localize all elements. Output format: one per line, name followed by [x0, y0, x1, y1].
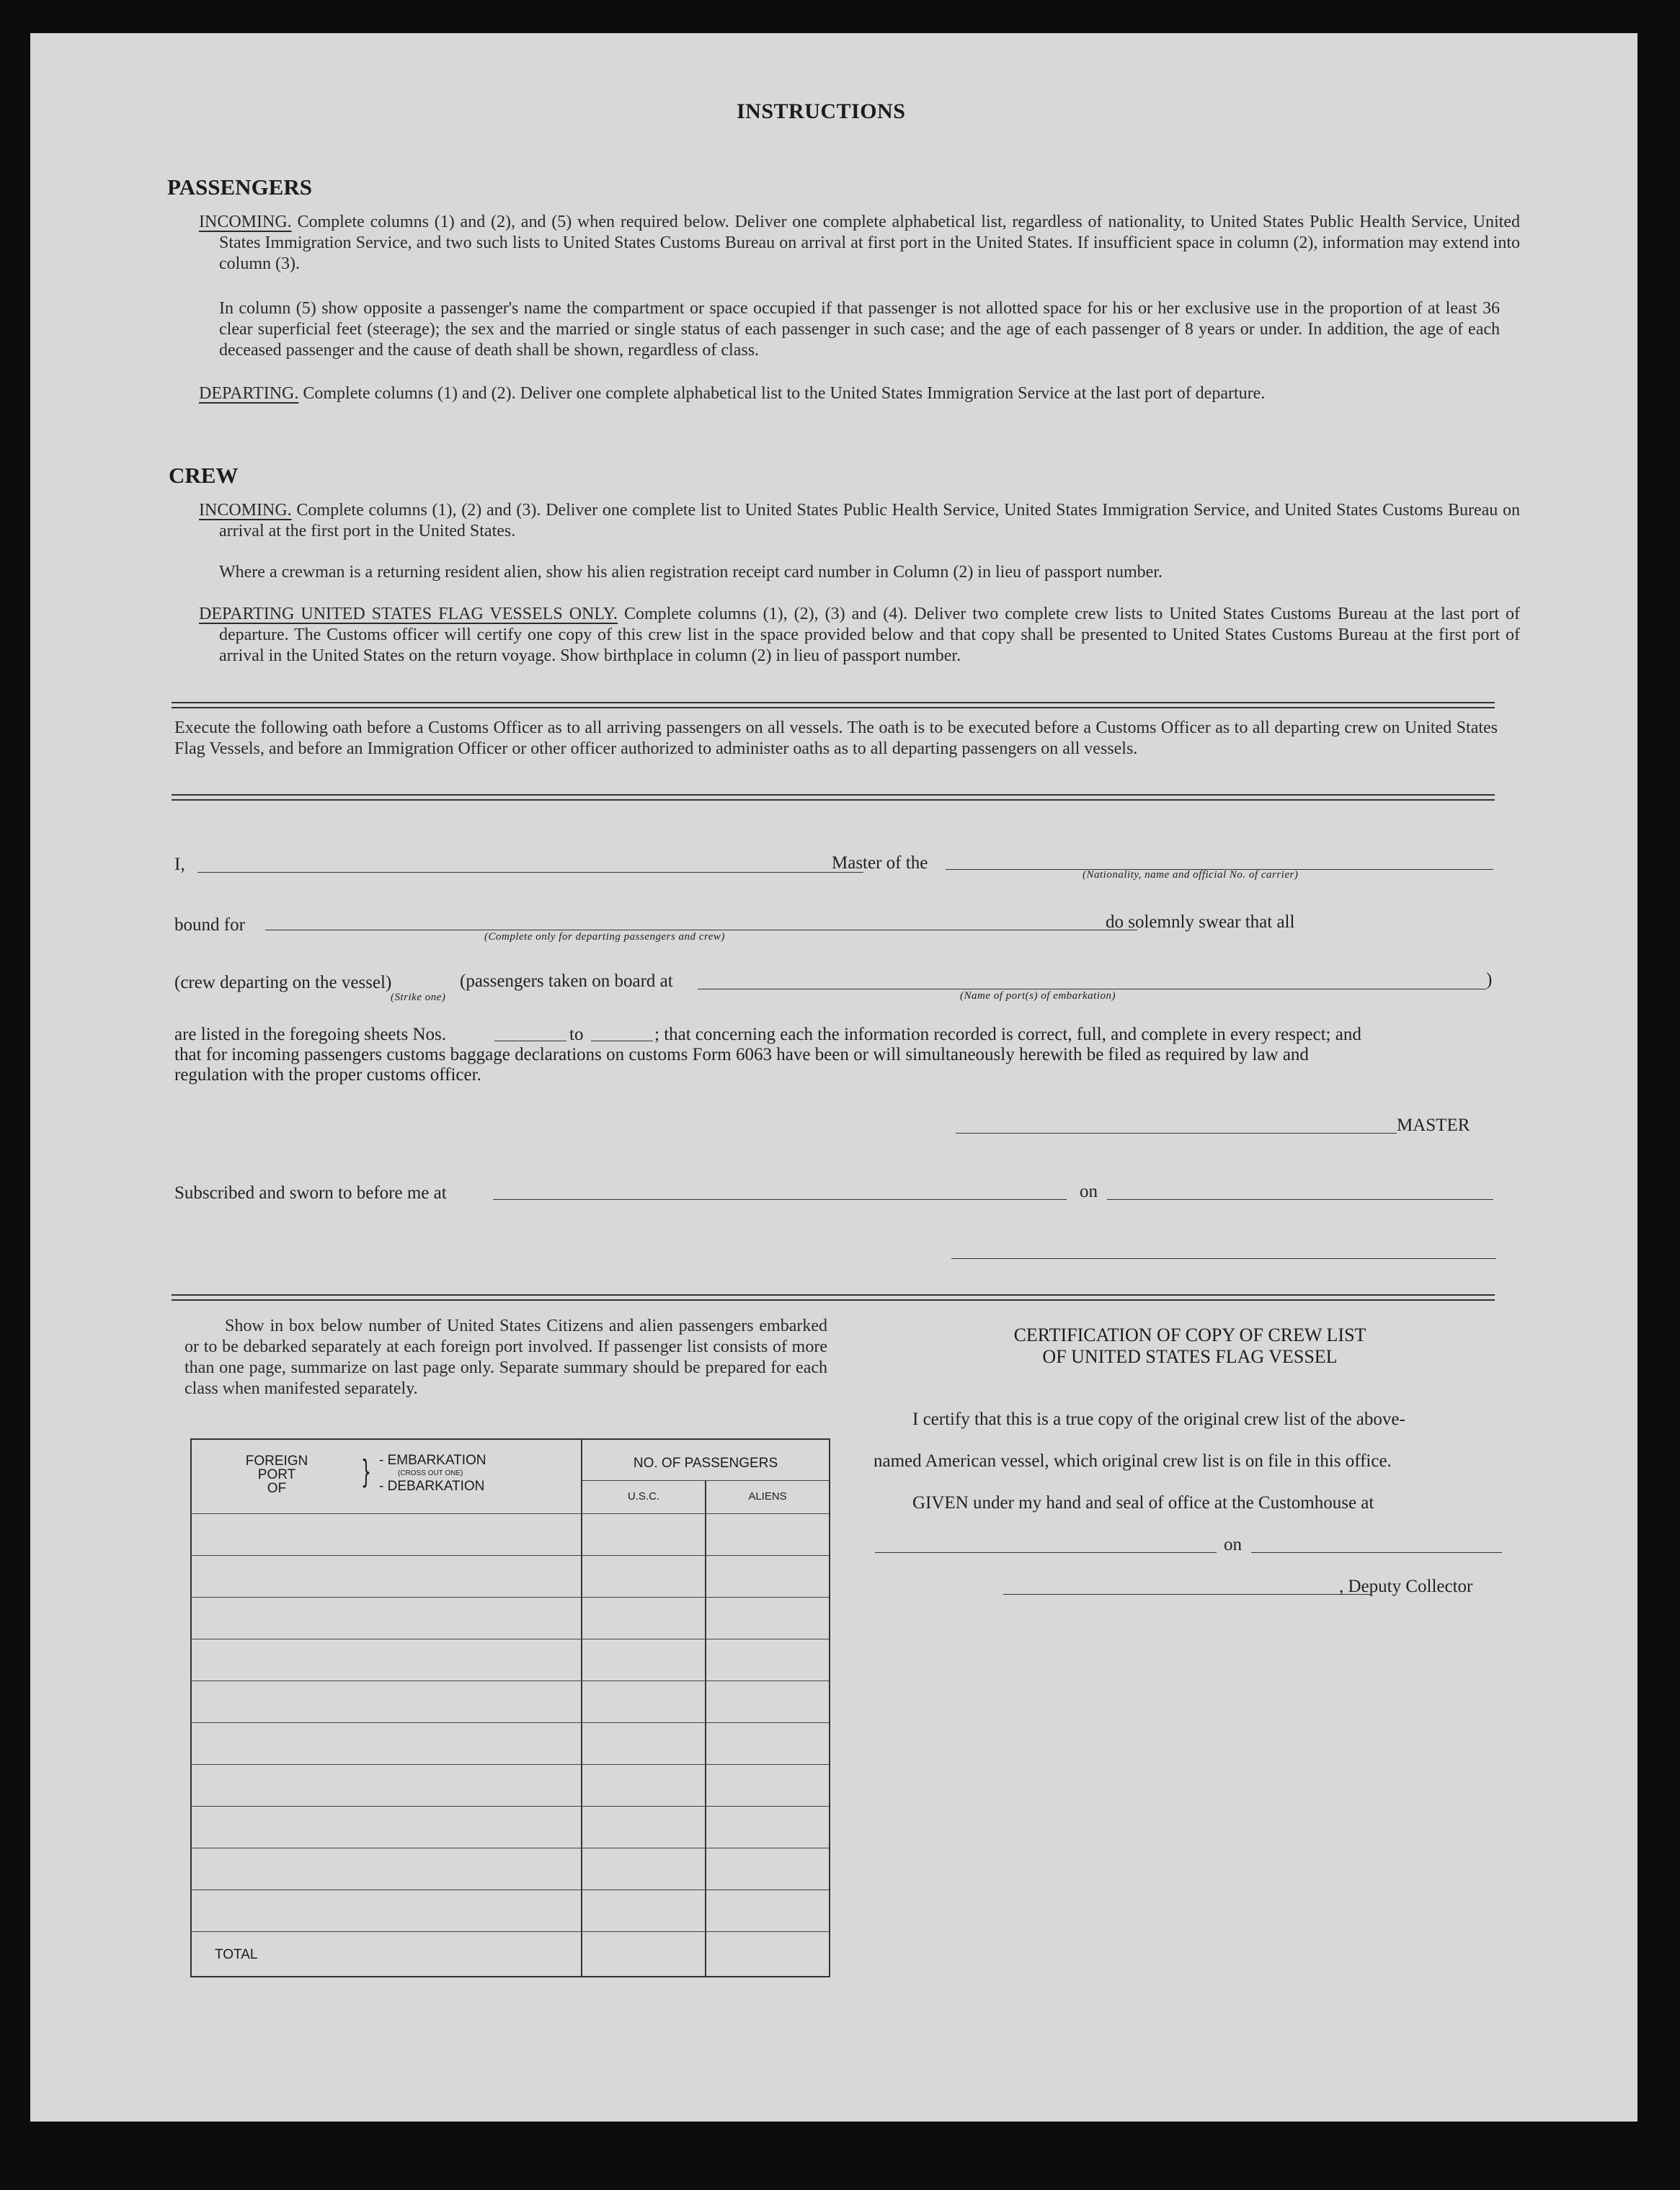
crew-resident-paragraph: Where a crewman is a returning resident alien, show his alien registration receipt card number in Column (2) in lieu of passport number.: [219, 563, 1163, 582]
certification-title-line: OF UNITED STATES FLAG VESSEL: [1042, 1346, 1338, 1367]
master-label: MASTER: [1397, 1116, 1470, 1135]
master-name-line[interactable]: [197, 872, 863, 873]
subscribed-date-line[interactable]: [1107, 1199, 1493, 1200]
oath-instructions: Execute the following oath before a Customs Officer as to all arriving passengers on all vessels. The oath is to be executed before a Customs Officer as to all departing crew on United States Flag Vessels, and before an Immigration Officer or other officer authorized to administer oaths as to all departing passengers on all vessels.: [174, 718, 1498, 758]
passengers-incoming-text: Complete columns (1) and (2), and (5) when required below. Deliver one complete alphabetical list, regardless of nationality, to United States Public Health Service, United States Immigration Service, and two such lists to United States Customs Bureau on arrival at first port in the United States. If insufficient space in column (2), information may extend into column (3).: [219, 213, 1520, 273]
debarkation-option: - DEBARKATION: [379, 1479, 485, 1494]
table-header-rule: [192, 1513, 829, 1514]
certify-text-b: named American vessel, which original crew list is on file in this office.: [874, 1451, 1392, 1471]
certify-text-a: I certify that this is a true copy of the original crew list of the above-: [912, 1410, 1405, 1429]
document-page: [30, 33, 1637, 2122]
bound-for-caption: (Complete only for departing passengers and crew): [484, 931, 725, 943]
passengers-departing-paragraph: [199, 383, 1520, 404]
table-row: [192, 1597, 829, 1598]
passenger-summary-table: [190, 1438, 830, 1977]
double-rule: [172, 702, 1495, 708]
table-row: [192, 1764, 829, 1765]
passengers-departing-label: DEPARTING.: [199, 384, 299, 403]
subscribed-label: Subscribed and sworn to before me at: [174, 1183, 447, 1203]
officer-signature-line[interactable]: [951, 1258, 1496, 1259]
table-divider: [581, 1440, 582, 1976]
crew-incoming-paragraph: [199, 500, 1520, 542]
carrier-caption: (Nationality, name and official No. of carrier): [1083, 869, 1299, 881]
passengers-taken-option: (passengers taken on board at: [460, 971, 673, 991]
passengers-column5-paragraph: In column (5) show opposite a passenger's name the compartment or space occupied if that passenger is not allotted space for his or her exclusive use in the proportion of at least 36 clear superficial feet (steerage); the sex and the married or single status of each passenger in such case; and the age of each passenger of 8 years or under. In addition, the age of each deceased passenger and the cause of death shall be shown, regardless of class.: [219, 299, 1500, 360]
table-row: [192, 1555, 829, 1556]
table-row: [192, 1722, 829, 1723]
foreign-port-header-line: FOREIGN: [245, 1454, 308, 1469]
crew-incoming-label: INCOMING.: [199, 501, 292, 520]
crew-heading: CREW: [169, 463, 239, 488]
listed-text-c: that for incoming passengers customs baggage declarations on customs Form 6063 have been or will simultaneously herewith be filed as required by law and: [174, 1045, 1309, 1064]
certification-title: [876, 1325, 1503, 1368]
master-signature-line[interactable]: [956, 1133, 1397, 1134]
passengers-heading: PASSENGERS: [167, 174, 312, 200]
deputy-signature-line[interactable]: [1003, 1594, 1371, 1595]
given-text: GIVEN under my hand and seal of office at the Customhouse at: [912, 1493, 1374, 1513]
crew-departing-label: DEPARTING UNITED STATES FLAG VESSELS ONLY.: [199, 605, 618, 623]
listed-sheets-label: are listed in the foregoing sheets Nos.: [174, 1025, 446, 1044]
table-divider: [582, 1480, 829, 1481]
listed-text-b: ; that concerning each the information recorded is correct, full, and complete in every respect; and: [654, 1025, 1361, 1044]
passengers-incoming-paragraph: [199, 212, 1520, 275]
table-row: [192, 1806, 829, 1807]
certification-on-label: on: [1224, 1535, 1242, 1554]
foreign-port-header: [234, 1454, 320, 1495]
crew-departing-text: Complete columns (1), (2), (3) and (4). Deliver two complete crew lists to United States Customs Bureau at the last port of departure. The Customs officer will certify one copy of this crew list in the space provided below and that copy shall be presented to United States Customs Bureau at the first port of arrival in the United States on the return voyage. Show birthplace in column (2) in lieu of passport number.: [219, 605, 1520, 665]
aliens-header: ALIENS: [748, 1490, 787, 1503]
oath-i-label: I,: [174, 855, 185, 874]
subscribed-on-label: on: [1080, 1182, 1098, 1201]
cross-out-one-caption: (CROSS OUT ONE): [398, 1469, 463, 1477]
double-rule: [172, 794, 1495, 801]
master-of-the-label: Master of the: [832, 853, 928, 873]
listed-text-d: regulation with the proper customs officer.: [174, 1065, 481, 1085]
summary-note: Show in box below number of United States Citizens and alien passengers embarked or to be debarked separately at each foreign port involved. If passenger list consists of more than one page, summarize on last page only. Separate summary should be prepared for each class when manifested separately.: [185, 1317, 827, 1398]
certification-title-line: CERTIFICATION OF COPY OF CREW LIST: [1013, 1325, 1366, 1345]
crew-departing-option: (crew departing on the vessel): [174, 973, 392, 992]
total-label: TOTAL: [215, 1947, 258, 1962]
foreign-port-header-line: PORT: [257, 1467, 296, 1482]
brace-icon: }: [361, 1454, 371, 1490]
ports-caption: (Name of port(s) of embarkation): [960, 990, 1116, 1002]
no-of-passengers-header: NO. OF PASSENGERS: [633, 1456, 778, 1471]
certification-date-line[interactable]: [1251, 1552, 1502, 1553]
table-row: [192, 1931, 829, 1932]
foreign-port-header-line: OF: [267, 1481, 287, 1496]
listed-to-label: to: [569, 1025, 584, 1044]
subscribed-place-line[interactable]: [493, 1199, 1067, 1200]
deputy-collector-label: , Deputy Collector: [1339, 1577, 1473, 1596]
page-title: INSTRUCTIONS: [737, 99, 906, 123]
crew-departing-paragraph: [199, 604, 1520, 667]
passengers-incoming-label: INCOMING.: [199, 213, 292, 231]
close-paren: ): [1486, 970, 1493, 989]
customhouse-line[interactable]: [875, 1552, 1217, 1553]
double-rule: [172, 1294, 1495, 1301]
passengers-departing-text: Complete columns (1) and (2). Deliver one complete alphabetical list to the United States Immigration Service at the last port of departure.: [303, 384, 1266, 403]
crew-incoming-text: Complete columns (1), (2) and (3). Deliver one complete list to United States Public Health Service, United States Immigration Service, and United States Customs Bureau on arrival at the first port in the United States.: [219, 501, 1521, 540]
bound-for-label: bound for: [174, 915, 245, 935]
strike-one-caption: (Strike one): [391, 992, 446, 1003]
table-row: [192, 1889, 829, 1890]
embarkation-option: - EMBARKATION: [379, 1453, 486, 1468]
usc-header: U.S.C.: [627, 1490, 660, 1503]
swear-text: do solemnly swear that all: [1106, 912, 1295, 932]
